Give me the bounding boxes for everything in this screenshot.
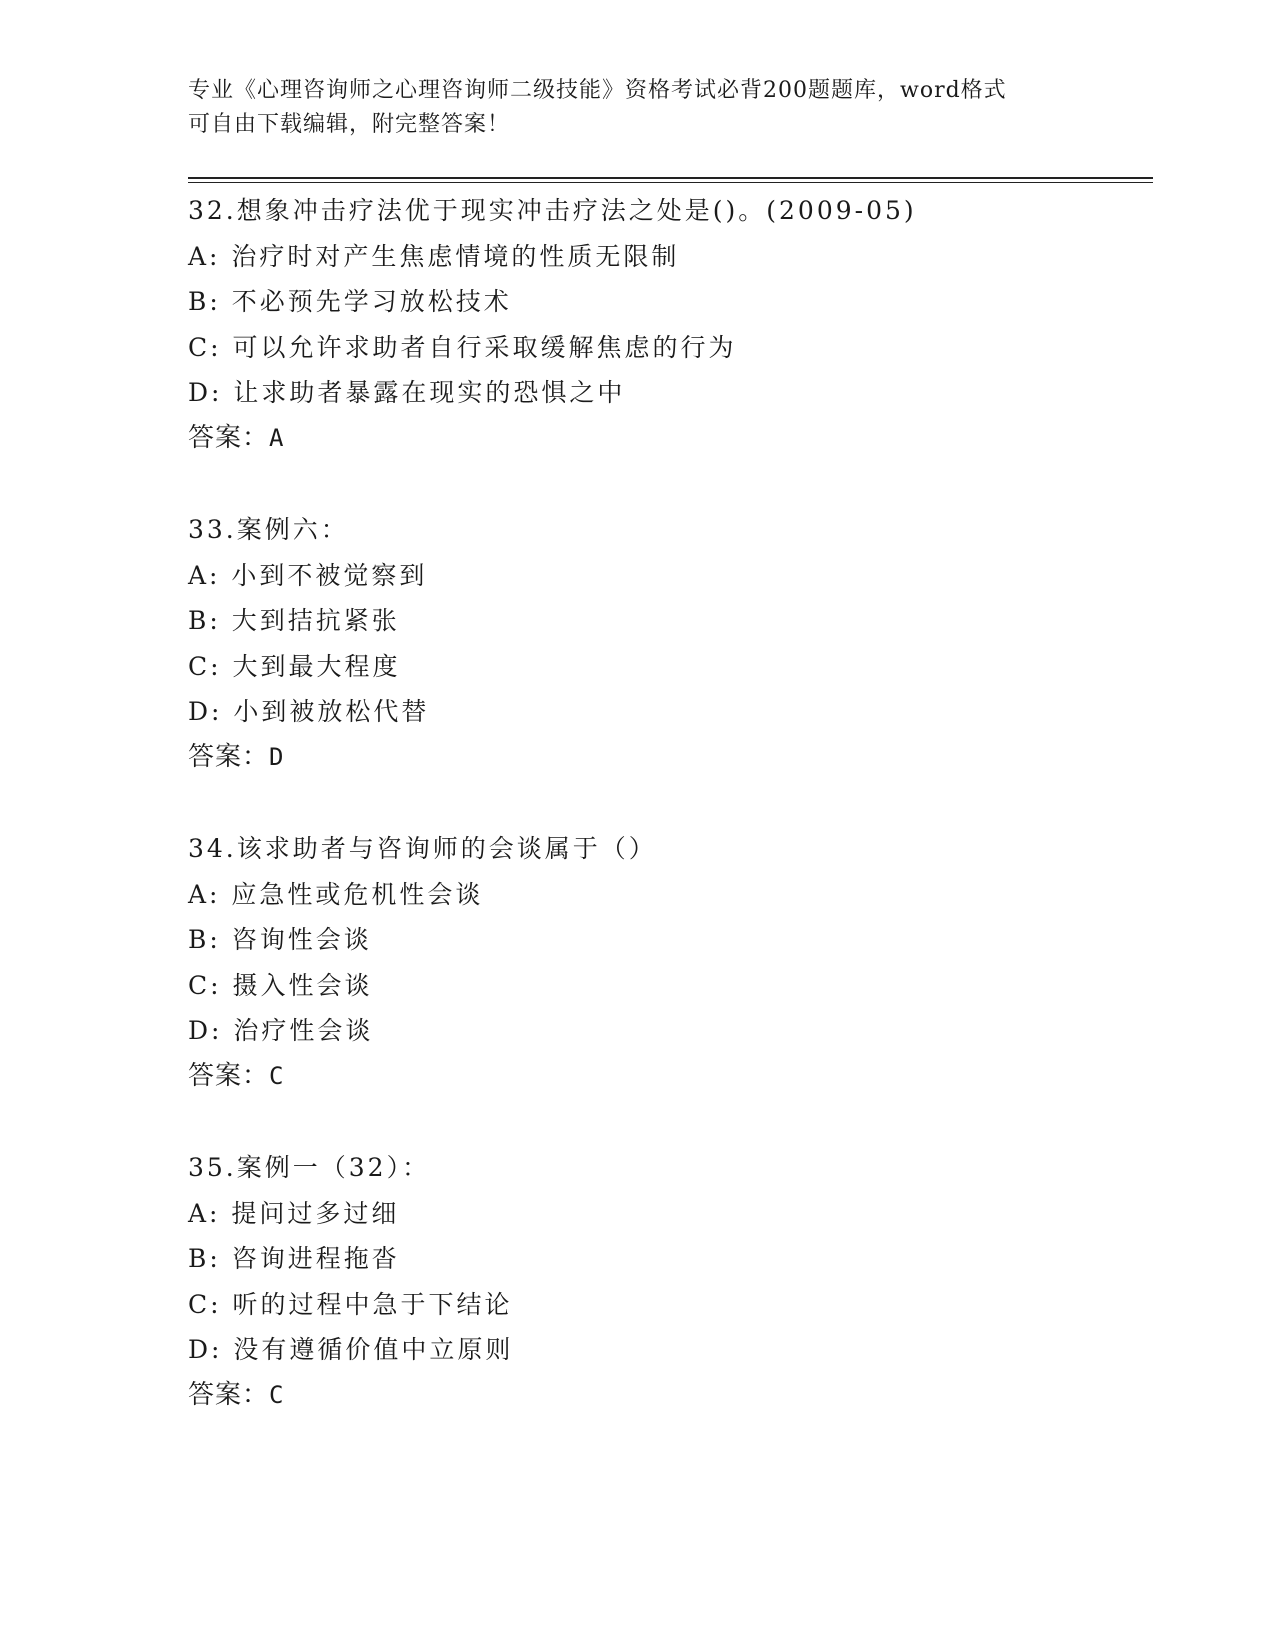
- option-a: A: 小到不被觉察到: [188, 560, 428, 590]
- header-divider-thick: [188, 177, 1153, 179]
- answer-value: A: [269, 423, 285, 452]
- option-d: D: 小到被放松代替: [188, 697, 430, 726]
- question-35: [188, 1145, 1148, 1418]
- option-c: C: 听的过程中急于下结论: [188, 1289, 513, 1319]
- answer-label: 答案：: [188, 1379, 270, 1410]
- answer-label: 答案：: [188, 741, 270, 772]
- question-stem: 35.案例一（32）：: [188, 1153, 431, 1182]
- option-a: A: 治疗时对产生焦虑情境的性质无限制: [188, 241, 680, 271]
- answer-line: [188, 1054, 1148, 1100]
- option-d: D: 治疗性会谈: [188, 1016, 374, 1045]
- answer-value: C: [269, 1380, 285, 1409]
- question-34: [188, 826, 1148, 1099]
- header-line-2: 可自由下载编辑，附完整答案！: [188, 112, 511, 137]
- question-stem: 32.想象冲击疗法优于现实冲击疗法之处是()。(2009-05): [188, 196, 917, 225]
- answer-value: D: [269, 742, 285, 771]
- header-divider-thin: [188, 182, 1153, 183]
- question-stem: 33.案例六：: [188, 515, 349, 544]
- document-header: [188, 74, 1088, 142]
- question-stem: 34.该求助者与咨询师的会谈属于（）: [188, 834, 657, 863]
- answer-label: 答案：: [188, 422, 270, 453]
- option-d: D: 让求助者暴露在现实的恐惧之中: [188, 378, 626, 407]
- header-line-1: 专业《心理咨询师之心理咨询师二级技能》资格考试必背200题题库，word格式: [188, 78, 1007, 103]
- option-b: B: 咨询性会谈: [188, 925, 372, 954]
- question-33: [188, 507, 1148, 780]
- option-b: B: 不必预先学习放松技术: [188, 287, 512, 316]
- answer-line: [188, 1373, 1148, 1419]
- answer-line: [188, 735, 1148, 781]
- option-a: A: 应急性或危机性会谈: [188, 879, 484, 909]
- answer-line: [188, 416, 1148, 462]
- option-b: B: 大到拮抗紧张: [188, 606, 400, 635]
- answer-value: C: [269, 1061, 285, 1090]
- answer-label: 答案：: [188, 1060, 270, 1091]
- option-c: C: 大到最大程度: [188, 651, 401, 681]
- option-a: A: 提问过多过细: [188, 1198, 400, 1228]
- option-b: B: 咨询进程拖沓: [188, 1244, 400, 1273]
- question-32: [188, 188, 1148, 461]
- option-c: C: 可以允许求助者自行采取缓解焦虑的行为: [188, 332, 737, 362]
- option-c: C: 摄入性会谈: [188, 970, 373, 1000]
- option-d: D: 没有遵循价值中立原则: [188, 1335, 514, 1364]
